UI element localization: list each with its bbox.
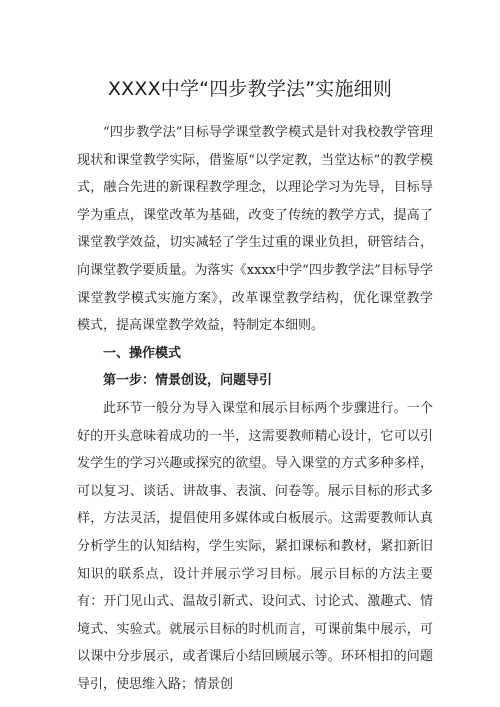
section-heading-operation-mode: 一、操作模式 bbox=[103, 345, 182, 361]
document-title: XXXX中学“四步教学法”实施细则 bbox=[107, 78, 393, 100]
step1-heading: 第一步：情景创设，问题导引 bbox=[103, 373, 273, 389]
step1-paragraph: 此环节一般分为导入课堂和展示目标两个步骤进行。一个好的开头意味着成功的一半，这需要教师精心设计，它可以引发学生的学习兴趣或探究的欲望。导入课堂的方式多种多样，可以复习、谈话、讲故事、表演、问卷等。展示目标的形式多样，方法灵活，提倡使用多媒体或白板展示。这需要教师认真分析学生的认知结构，学生实际，紧扣课标和教材，紧扣新旧知识的联系点，设计并展示学习目标。展示目标的方法主要有：开门见山式、温故引新式、设问式、讨论式、激趣式、情境式、实验式。就展示目标的时机而言，可课前集中展示，可以课中分步展示，或者课后小结回顾展示等。环环相扣的问题导引，使思维入路；情景创 bbox=[77, 400, 433, 692]
document-body bbox=[77, 119, 433, 698]
intro-paragraph: “四步教学法”目标导学课堂教学模式是针对我校教学管理现状和课堂教学实际，借鉴原“以学定教，当堂达标”的教学模式，融合先进的新课程教学理念，以理论学习为先导，目标导学为重点，课堂改革为基础，改变了传统的教学方式，提高了课堂教学效益，切实减轻了学生过重的课业负担，研管结合，向课堂教学要质量。为落实《xxxx中学“四步教学法”目标导学课堂教学模式实施方案》，改革课堂教学结构，优化课堂教学模式，提高课堂教学效益，特制定本细则。 bbox=[77, 125, 433, 334]
